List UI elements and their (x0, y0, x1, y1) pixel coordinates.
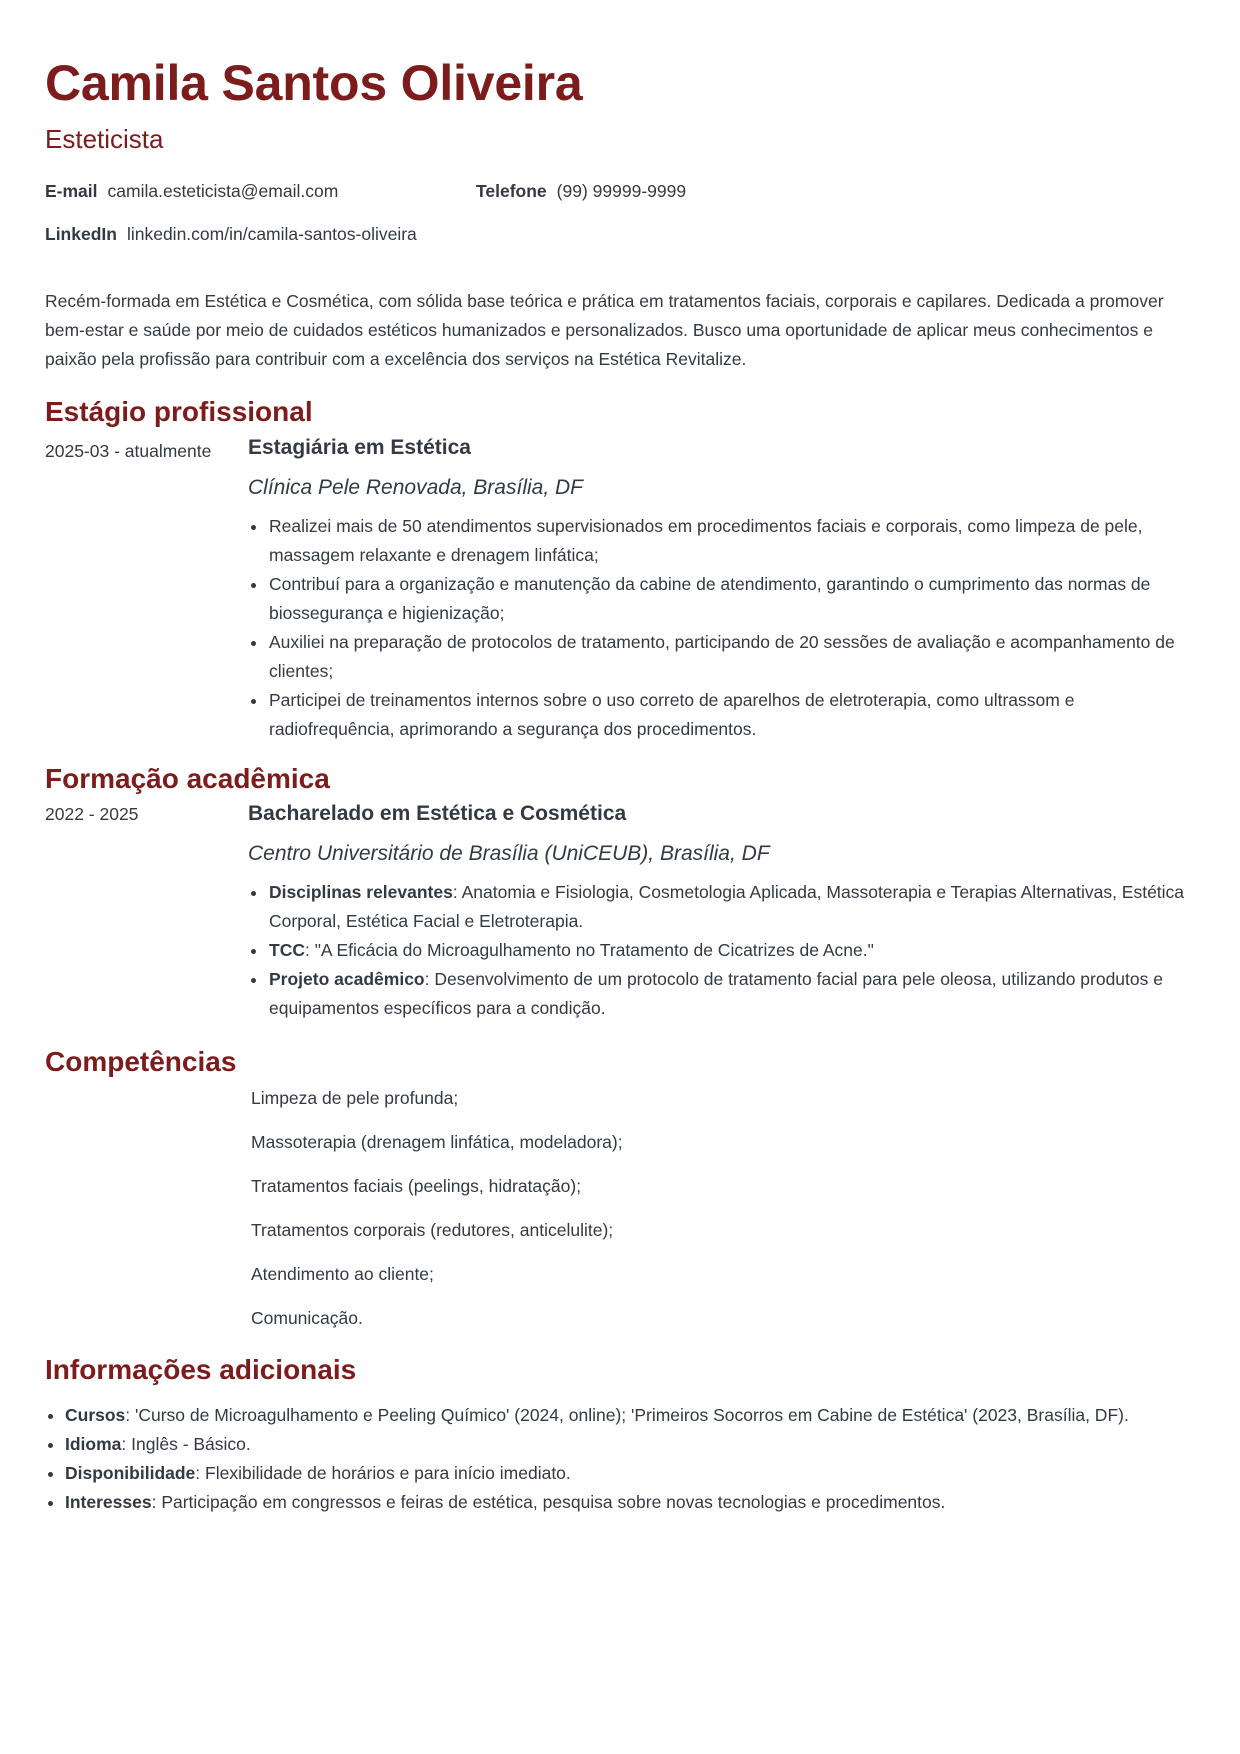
additional-heading: Informações adicionais (45, 1354, 357, 1385)
skill-item: Comunicação. (251, 1308, 363, 1328)
education-body (248, 800, 1195, 1023)
education-school: Centro Universitário de Brasília (UniCEUB), Brasília, DF (248, 842, 770, 865)
contact-linkedin (45, 223, 417, 245)
contact-row (45, 180, 1195, 202)
item-label: Interesses (65, 1492, 152, 1512)
list-item (65, 1430, 1225, 1459)
experience-bullets (248, 512, 1195, 744)
contact-block (45, 180, 1195, 245)
experience-heading: Estágio profissional (45, 396, 313, 427)
item-label: Cursos (65, 1405, 126, 1425)
list-item: • Realizei mais de 50 atendimentos supervisionados em procedimentos faciais e corporais, como limpeza de pele, massagem relaxante e drenagem linfática; (268, 512, 1195, 570)
phone-value[interactable]: (99) 99999-9999 (556, 181, 687, 201)
item-label: Projeto acadêmico (269, 969, 425, 989)
list-item (65, 1459, 1225, 1488)
list-item (268, 965, 1195, 1023)
experience-date: 2025-03 - atualmente (45, 441, 212, 461)
contact-phone (476, 180, 686, 202)
list-item: • Contribuí para a organização e manutenção da cabine de atendimento, garantindo o cumprimento das normas de biossegurança e higienização; (268, 570, 1195, 628)
item-text: : Anatomia e Fisiologia, Cosmetologia Aplicada, Massoterapia e Terapias Alternativas, Estética Corporal, Estética Facial e Eletroterapia. (269, 882, 1185, 931)
item-text: : Desenvolvimento de um protocolo de tratamento facial para pele oleosa, utilizando produtos e equipamentos específicos para a condição. (269, 969, 1163, 1018)
item-text: : "A Eficácia do Microagulhamento no Tratamento de Cicatrizes de Acne." (304, 940, 874, 960)
email-label: E-mail (45, 181, 98, 201)
education-bullets (248, 878, 1195, 1023)
contact-row (45, 223, 1195, 245)
additional-list (45, 1401, 1225, 1517)
list-item: • Participei de treinamentos internos sobre o uso correto de aparelhos de eletroterapia, como ultrassom e radiofrequência, aprimorando a segurança dos procedimentos. (268, 686, 1195, 744)
experience-body (248, 434, 1195, 744)
skill-item: Atendimento ao cliente; (251, 1264, 434, 1284)
experience-entry (45, 434, 1195, 744)
skill-item: Tratamentos faciais (peelings, hidratação); (251, 1176, 582, 1196)
item-label: Idioma (65, 1434, 122, 1454)
list-item (65, 1401, 1225, 1430)
skills-heading: Competências (45, 1046, 237, 1077)
experience-role: Estagiária em Estética (248, 436, 471, 459)
education-date: 2022 - 2025 (45, 804, 139, 824)
skills-list (251, 1087, 1195, 1351)
education-heading: Formação acadêmica (45, 763, 330, 794)
list-item (65, 1488, 1225, 1517)
item-label: TCC (269, 940, 305, 960)
linkedin-label: LinkedIn (45, 224, 117, 244)
email-value[interactable]: camila.esteticista@email.com (107, 181, 339, 201)
item-text: : Flexibilidade de horários e para início imediato. (195, 1463, 571, 1483)
list-item (268, 878, 1195, 936)
item-label: Disponibilidade (65, 1463, 196, 1483)
phone-label: Telefone (476, 181, 547, 201)
item-label: Disciplinas relevantes (269, 882, 453, 902)
skill-item: Tratamentos corporais (redutores, anticelulite); (251, 1220, 614, 1240)
education-entry (45, 800, 1195, 1023)
list-item (268, 936, 1195, 965)
education-degree: Bacharelado em Estética e Cosmética (248, 802, 627, 825)
job-title: Esteticista (45, 124, 164, 154)
list-item: • Auxiliei na preparação de protocolos de tratamento, participando de 20 sessões de avaliação e acompanhamento de clientes; (268, 628, 1195, 686)
item-text: : 'Curso de Microagulhamento e Peeling Químico' (2024, online); 'Primeiros Socorros em Cabine de Estética' (2023, Brasília, DF). (125, 1405, 1129, 1425)
experience-org: Clínica Pele Renovada, Brasília, DF (248, 476, 583, 499)
skill-item: Massoterapia (drenagem linfática, modeladora); (251, 1132, 623, 1152)
item-text: : Inglês - Básico. (121, 1434, 251, 1454)
profile-summary: Recém-formada em Estética e Cosmética, com sólida base teórica e prática em tratamentos faciais, corporais e capilares. Dedicada a promover bem-estar e saúde por meio de cuidados estéticos humanizados e personalizados. Busco uma oportunidade de aplicar meus conhecimentos e paixão pela profissão para contribuir com a excelência dos serviços na Estética Revitalize. (45, 291, 1164, 369)
candidate-name: Camila Santos Oliveira (45, 55, 583, 111)
linkedin-value[interactable]: linkedin.com/in/camila-santos-oliveira (126, 224, 417, 244)
contact-email (45, 180, 476, 202)
item-text: : Participação em congressos e feiras de estética, pesquisa sobre novas tecnologias e procedimentos. (151, 1492, 946, 1512)
skill-item: Limpeza de pele profunda; (251, 1088, 459, 1108)
